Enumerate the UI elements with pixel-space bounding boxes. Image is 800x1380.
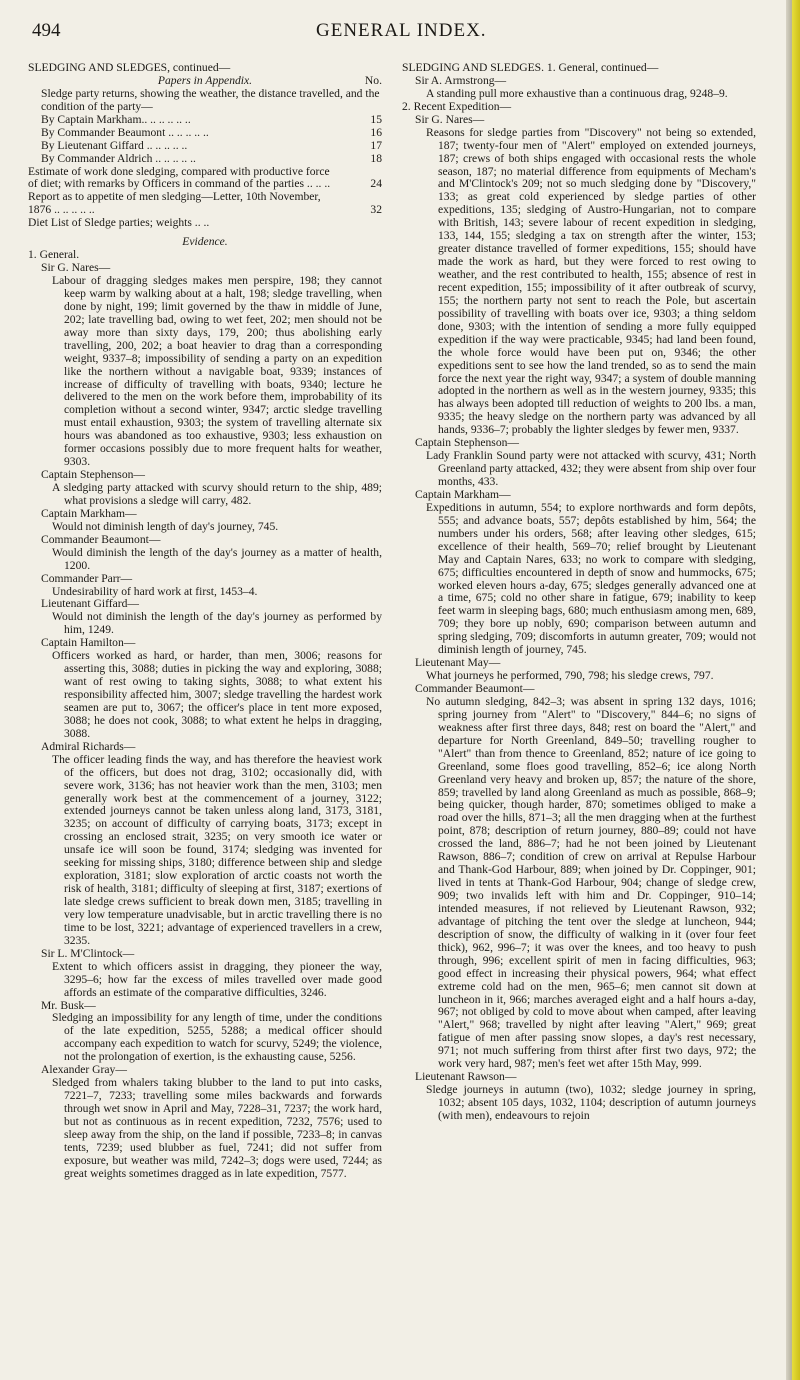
paper-title: By Lieutenant Giffard .. .. .. .. .. (41, 138, 188, 152)
paper-title: Report as to appetite of men sledging—Letter, 10th November, 1876 .. .. .. .. .. (28, 190, 321, 217)
witness-entry: No autumn sledging, 842–3; was absent in spring 132 days, 1016; spring journey from "Alert" to "Discovery," 844–6; no signs of weakness after first three days, 848; rest on board the "Alert," and departure for North Greenland, 849–50; travelling rougher to "Alert" than from thence to Greenland, 852; nature of ice going to Greenland, some floes good travelling, 852–6; ice along North Greenland very heavy and broken up, 857; the nature of the shore, 859; travelled by land along Greenland as much as possible, 868–9; being quicker, though harder, 870; sometimes obliged to make a road over the hills, 871–3; all the men dragging when at the furthest point, 878; description of return journey, 880–89; could not have crossed the land, 886–7; had he not been joined by Lieutenant Rawson, 886–7; condition of crew on arrival at Repulse Harbour and Thank-God Harbour, 889; when joined by Dr. Coppinger, 901; lived in tents at Thank-God Harbour, 904; change of sledge crew, 909; two invalids left with him and Dr. Coppinger, 910–14; intended measures, if not relieved by Lieutenant Rawson, 932; advantage of pitching the tent over the sledge at luncheon, 944; description of snow, the difficulty of walking in it (over four feet thick), 962, 996–7; it was over the knees, and too heavy to push through, 996; excellent spirit of men in facing difficulties, 963; good effect in increasing their physical powers, 964; what effect extreme cold had on the men, 965–6; men cannot sit down at luncheon in it, 966; marches averaged eight and a half hours a-day, 967; not obliged by cold to move about when camped, after leaving "Alert," 968; travelled by night after leaving "Alert," 969; great fatigue of men after passing snow slopes, a day's rest necessary, 971; not much suffering from thirst after first two days, 972; the work very hard, 987; men's feet wet after 15th May, 999. (426, 694, 756, 1071)
witness-name: Captain Stephenson— (41, 468, 146, 482)
witness-name: Captain Hamilton— (41, 636, 136, 650)
witness-name: Sir L. M'Clintock— (41, 946, 135, 960)
papers-subheading-row (28, 75, 382, 88)
paper-title: By Captain Markham.. .. .. .. .. .. (41, 112, 191, 126)
general-heading: 1. General. (28, 248, 80, 262)
paper-number: 15 (370, 112, 382, 126)
paper-row (28, 140, 382, 153)
paper-row (28, 191, 382, 230)
witness-entry: Would not diminish length of day's journey, 745. (52, 519, 279, 533)
witness-entry: A standing pull more exhaustive than a continuous drag, 9248–9. (426, 86, 728, 100)
papers-intro: Sledge party returns, showing the weather, the distance travelled, and the condition of the party— (41, 86, 380, 113)
witness-entry: Sledged from whalers taking blubber to the land to put into casks, 7221–7, 7233; travelling some miles backwards and forwards through wet snow in April and May, 7228–31, 7237; the work hard, but not as continuous as in recent expedition, 7232, 7576; used to sleep away from the ship, on the land if possible, 7233–8; in canvas tents, 7239; used blubber as fuel, 7241; did not suffer from exposure, but weather was mild, 7242–3; dogs were used, 7244; as great weights sometimes dragged as in late expedition, 7577. (52, 1076, 382, 1180)
witness-name: Mr. Busk— (41, 998, 96, 1012)
witness-name: Commander Parr— (41, 571, 133, 585)
paper-row (28, 153, 382, 166)
witness-entry: Would diminish the length of the day's journey as a matter of health, 1200. (52, 545, 382, 572)
paper-number: 17 (370, 138, 382, 152)
witness-name: Sir G. Nares— (41, 261, 111, 275)
right-column (402, 62, 756, 1123)
witness-name: Lieutenant May— (415, 656, 501, 670)
witness-name: Sir A. Armstrong— (415, 73, 507, 87)
paper-title: Diet List of Sledge parties; weights .. .. (28, 216, 210, 230)
paper-row (28, 114, 382, 127)
paper-title: By Commander Aldrich .. .. .. .. .. (41, 151, 196, 165)
witness-entry: Sledging an impossibility for any length of time, under the conditions of the late expedition, 5255, 5288; a medical officer should accompany each expedition to watch for scurvy, 5249; the violence, not the prolongation of exertion, is the exhausting cause, 5256. (52, 1011, 382, 1064)
witness-name: Captain Stephenson— (415, 436, 520, 450)
witness-entry: Expeditions in autumn, 554; to explore northwards and form depôts, 555; and advance boats, 557; depôts established by him, 564; the numbers under his orders, 568; after leaving other sledges, 615; excellence of their health, 569–70; relief brought by Lieutenant May and Captain Nares, 633; no work to compare with sledging, 675; difficulties encountered in depth of snow and hummocks, 675; worked eleven hours a-day, 675; sledges generally advanced one at a time, 675; cold no other share in fatigue, 679; inability to keep feet warm in sleeping bags, 680; much enthusiasm among men, 689, 709; they bore up nobly, 690; comparison between autumn and spring sledging, 709; discomforts in autumn greater, 709; would not diminish length of journey, 745. (426, 500, 756, 657)
paper-number: 18 (370, 151, 382, 165)
no-label: No. (364, 73, 382, 87)
witness-entry: Would not diminish the length of the day's journey as performed by him, 1249. (52, 610, 382, 637)
witness-name: Admiral Richards— (41, 739, 136, 753)
page-number: 494 (32, 20, 61, 41)
running-title: GENERAL INDEX. (316, 20, 487, 41)
witness-name: Lieutenant Rawson— (415, 1070, 517, 1084)
recent-heading: 2. Recent Expedition— (402, 99, 512, 113)
paper-number: 24 (370, 177, 382, 191)
evidence-subheading: Evidence. (182, 235, 228, 249)
witness-name: Captain Markham— (41, 506, 137, 520)
paper-number: 32 (370, 203, 382, 217)
witness-entry: Undesirability of hard work at first, 1453–4. (52, 584, 258, 598)
witness-entry: Extent to which officers assist in dragging, they pioneer the way, 3295–6; how far the excess of miles travelled over made good affords an estimate of the comparative difficulties, 3246. (52, 959, 382, 999)
paper-row (28, 166, 382, 192)
paper-title: Estimate of work done sledging, compared with productive force of diet; with remarks by Officers in command of the parties .. .. .. (28, 164, 331, 191)
witness-name: Captain Markham— (415, 487, 511, 501)
page-edge (786, 0, 800, 1380)
witness-name: Lieutenant Giffard— (41, 597, 139, 611)
witness-entry: Lady Franklin Sound party were not attacked with scurvy, 431; North Greenland party attacked, 432; they were absent from ship over four months, 433. (426, 449, 756, 488)
witness-name: Sir G. Nares— (415, 112, 485, 126)
witness-name: Alexander Gray— (41, 1063, 127, 1077)
left-column (28, 62, 382, 1181)
witness-entry: A sledging party attacked with scurvy should return to the ship, 489; what provisions a sledge will carry, 482. (52, 481, 382, 507)
paper-group (28, 191, 350, 230)
witness-entry: What journeys he performed, 790, 798; his sledge crews, 797. (426, 669, 714, 683)
paper-row (28, 127, 382, 140)
paper-title: By Commander Beaumont .. .. .. .. .. (41, 125, 209, 139)
witness-entry: The officer leading finds the way, and has therefore the heaviest work of the officers, but does not drag, 3102; occasionally did, with severe work, 3136; has not heavier work than the men, 3103; men generally work best at the commencement of a journey, 3122; extended journeys cannot be taken unless along land, 3173, 3181, 3235; on account of difficulty of carrying boats, 3173; except in crossing an enclosed strait, 3235; on very smooth ice water or unsafe ice will soon be found, 3174; sledging was invented for seeking for missing ships, 3180; difference between ship and sledge exploration, 3181; slow exploration of arctic coasts not worth the risk of health, 3181; difficulty of sleeping at first, 3187; exertions of late sledge crews sufficient to break down men, 3185; travelling in very low temperature unadvisable, but in arctic travelling there is no time to be lost, 3221; advantage of experienced travellers in a crew, 3235. (52, 752, 382, 947)
witness-entry: Officers worked as hard, or harder, than men, 3006; reasons for asserting this, 3088; duties in picking the way and exploring, 3088; want of rest owing to taking sights, 3088; to what extent his responsibility affected him, 3007; sledge travelling the hardest work seamen are put to, 3067; the officer's place in tent more exposed, 3088; he does not cook, 3088; to what extent he helps in dragging, 3088. (52, 649, 382, 740)
papers-subheading: Papers in Appendix. (157, 73, 253, 87)
section-heading: SLEDGING AND SLEDGES, continued— (28, 61, 231, 74)
witness-entry: Reasons for sledge parties from "Discovery" not being so extended, 187; twenty-four men of "Alert" employed on extended journeys, 187; crews of both ships engaged with occasional rests the whole season, 187; no material difference from equipments of Mecham's and M'Clintock's 209; not so much sledging done by "Discovery," 133; as great cold experienced by sledge parties of other expeditions, 135; sledging of Austro-Hungarian, not to compare with British, 143; severe labour of recent expedition in sledging, 133, 144, 155; sledging a tax on strength after the winter, 153; greater distance travelled of former expeditions, 155; should have made the work as hard, but they were forced to rest owing to weather, and the rest contributed to health, 155; absence of rest in recent expedition, 155; impossibility of it after outbreak of scurvy, 155; the northern party not sent to reach the Pole, but ascertain possibility of travelling with boats over ice, 9303; a thing seldom done, 9303; with the intention of sending a more fully equipped expedition if the way were practicable, 9345; had land been found, the whole force would have been put on, 9346; the other expeditions sent to see how the land trended, so as to send the main force the next year the right way, 9347; a system of double manning adopted in the northern as well as in the western journey, 9335; this has always been adopted till reduction of weights to 200 lbs. a man, 9335; the heavy sledge on the northern party was advanced by all hands, 9336–7; probably the lighter sledges by fewer men, 9337. (426, 125, 756, 437)
witness-entry: Sledge journeys in autumn (two), 1032; sledge journey in spring, 1032; absent 105 days, 1032, 1104; description of autumn journeys (with men), endeavours to rejoin (426, 1083, 756, 1122)
witness-name: Commander Beaumont— (41, 532, 161, 546)
paper-number: 16 (370, 125, 382, 139)
witness-entry: Labour of dragging sledges makes men perspire, 198; they cannot keep warm by walking about at a halt, 198; sledge travelling, when done by night, 199; limit governed by the thaw in middle of June, 202; late travelling bad, owing to wet feet, 202; men should not be away more than sixty days, 179, 200; thus abolishing early travelling, 200, 202; a boat heavier to drag than a corresponding weight, 9337–8; impossibility of sending a party on an expedition like the northern without a navigable boat, 9339; instances of increase of difficulty of travelling with boats, 9340; lecture he delivered to the men on the work before them, improbability of its completion without a second winter, 9347; arctic sledge travelling must entail exhaustion, 9303; the system of travelling alternate six hours was abandoned as too exhaustive, 9303; less exhaustion on former occasions possibly due to more frequent halts for weather, 9303. (52, 274, 382, 469)
page-header (16, 16, 768, 46)
witness-name: Commander Beaumont— (415, 682, 535, 695)
section-heading: SLEDGING AND SLEDGES. 1. General, continued— (402, 61, 659, 74)
